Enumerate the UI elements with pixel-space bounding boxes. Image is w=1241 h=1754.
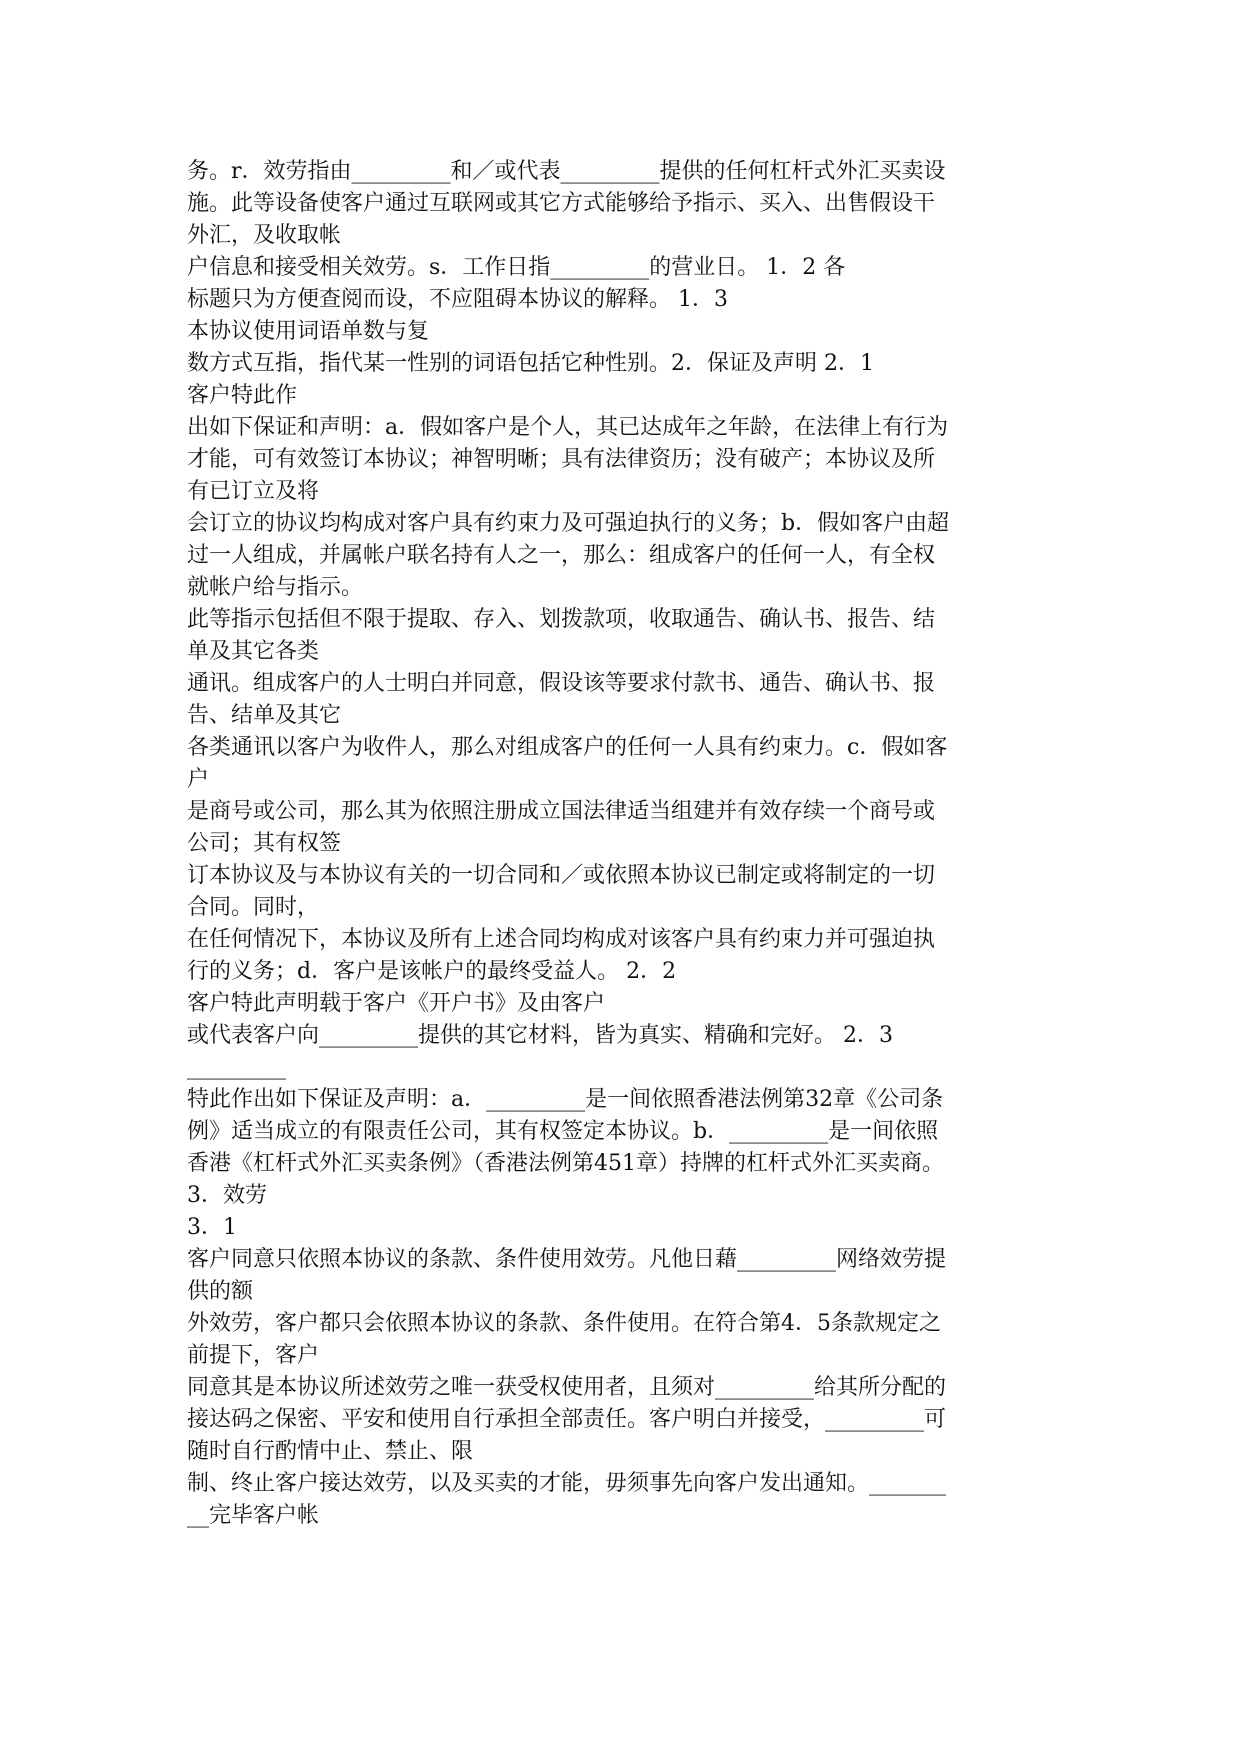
text-line: 公司；其有权签	[187, 831, 342, 856]
text-line: 同意其是本协议所述效劳之唯一获受权使用者，且须对_________给其所分配的	[187, 1375, 947, 1400]
text-line: 供的额	[187, 1279, 254, 1304]
text-line: 香港《杠杆式外汇买卖条例》（香港法例第451章）持牌的杠杆式外汇买卖商。	[187, 1151, 944, 1176]
text-line: 在任何情况下，本协议及所有上述合同均构成对该客户具有约束力并可强迫执	[187, 927, 936, 952]
text-line: 外汇，及收取帐	[187, 223, 342, 248]
text-line: 务。r．效劳指由_________和／或代表_________提供的任何杠杆式外汇买卖设	[187, 159, 946, 184]
clause-number: 3．1	[187, 1215, 237, 1240]
text-line: 外效劳，客户都只会依照本协议的条款、条件使用。在符合第4．5条款规定之	[187, 1311, 941, 1336]
text-line: 接达码之保密、平安和使用自行承担全部责任。客户明白并接受，_________可	[187, 1407, 947, 1432]
text-line: 过一人组成，并属帐户联名持有人之一，那么：组成客户的任何一人，有全权	[187, 543, 936, 568]
text-line: 例》适当成立的有限责任公司，其有权签定本协议。b．_________是一间依照	[187, 1119, 939, 1144]
text-line: 前提下，客户	[187, 1343, 320, 1368]
text-line: 随时自行酌情中止、禁止、限	[187, 1439, 474, 1464]
text-line: 数方式互指，指代某一性别的词语包括它种性别。2．保证及声明 2．1	[187, 351, 874, 376]
text-line: 有已订立及将	[187, 479, 320, 504]
text-line: 标题只为方便查阅而设，不应阻碍本协议的解释。 1．3	[187, 287, 728, 312]
text-line: 或代表客户向_________提供的其它材料，皆为真实、精确和完好。 2．3	[187, 1023, 893, 1048]
text-line: 是商号或公司，那么其为依照注册成立国法律适当组建并有效存续一个商号或	[187, 799, 936, 824]
text-line: 通讯。组成客户的人士明白并同意，假设该等要求付款书、通告、确认书、报	[187, 671, 936, 696]
text-line: 各类通讯以客户为收件人，那么对组成客户的任何一人具有约束力。c．假如客	[187, 735, 948, 760]
text-line: 户	[187, 767, 210, 792]
text-line: 户信息和接受相关效劳。s．工作日指_________的营业日。 1．2 各	[187, 255, 846, 280]
text-line: 合同。同时，	[187, 895, 320, 920]
text-line: 就帐户给与指示。	[187, 575, 364, 600]
text-line: 本协议使用词语单数与复	[187, 319, 430, 344]
text-line: 客户同意只依照本协议的条款、条件使用效劳。凡他日藉_________网络效劳提	[187, 1247, 947, 1272]
blank-rule-line: _________	[187, 1055, 286, 1080]
text-line: 告、结单及其它	[187, 703, 342, 728]
text-line: __完毕客户帐	[187, 1503, 320, 1528]
text-line: 制、终止客户接达效劳，以及买卖的才能，毋须事先向客户发出通知。_______	[187, 1471, 947, 1496]
text-line: 出如下保证和声明：a．假如客户是个人，其已达成年之年龄，在法律上有行为	[187, 415, 949, 440]
text-line: 此等指示包括但不限于提取、存入、划拨款项，收取通告、确认书、报告、结	[187, 607, 936, 632]
text-line: 才能，可有效签订本协议；神智明晰；具有法律资历；没有破产；本协议及所	[187, 447, 936, 472]
text-line: 订本协议及与本协议有关的一切合同和／或依照本协议已制定或将制定的一切	[187, 863, 936, 888]
text-line: 客户特此声明载于客户《开户书》及由客户	[187, 991, 606, 1016]
text-line: 客户特此作	[187, 383, 298, 408]
text-line: 单及其它各类	[187, 639, 320, 664]
document-body	[187, 156, 1057, 1532]
text-line: 会订立的协议均构成对客户具有约束力及可强迫执行的义务；b．假如客户由超	[187, 511, 950, 536]
text-line: 特此作出如下保证及声明：a．_________是一间依照香港法例第32章《公司条	[187, 1087, 944, 1112]
section-heading: 3．效劳	[187, 1183, 267, 1208]
text-line: 行的义务；d．客户是该帐户的最终受益人。 2．2	[187, 959, 677, 984]
text-line: 施。此等设备使客户通过互联网或其它方式能够给予指示、买入、出售假设干	[187, 191, 936, 216]
